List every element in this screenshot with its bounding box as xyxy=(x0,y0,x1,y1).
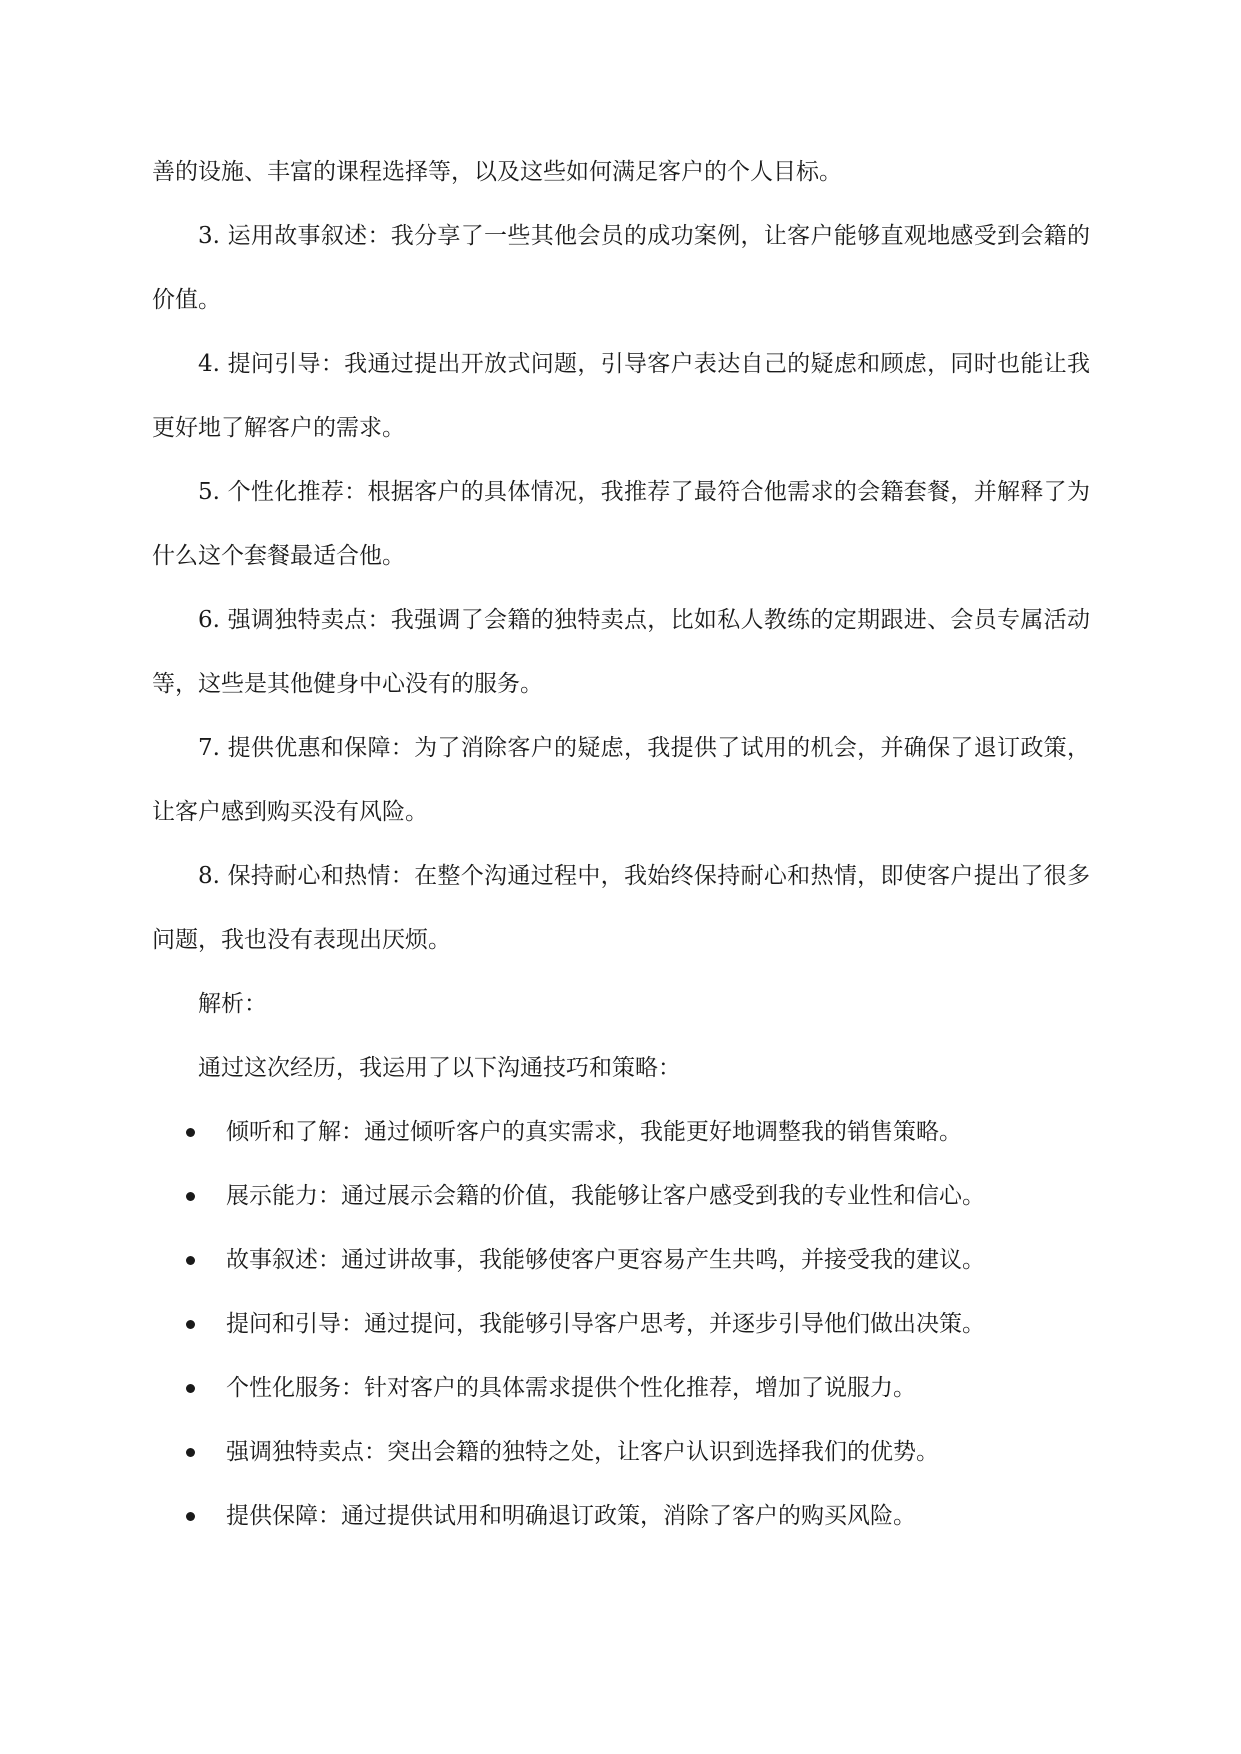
bullet-icon xyxy=(186,1512,195,1521)
bullet-list xyxy=(152,1100,1090,1548)
bullet-icon xyxy=(186,1320,195,1329)
analysis-heading: 解析： xyxy=(198,991,267,1017)
paragraph-item-6: 6. 强调独特卖点：我强调了会籍的独特卖点，比如私人教练的定期跟进、会员专属活动等，这些是其他健身中心没有的服务。 xyxy=(152,607,1090,697)
bullet-text: 提供保障：通过提供试用和明确退订政策，消除了客户的购买风险。 xyxy=(226,1503,916,1529)
bullet-icon xyxy=(186,1256,195,1265)
bullet-item xyxy=(152,1292,1090,1356)
bullet-icon xyxy=(186,1384,195,1393)
bullet-text: 展示能力：通过展示会籍的价值，我能够让客户感受到我的专业性和信心。 xyxy=(226,1183,985,1209)
bullet-item xyxy=(152,1100,1090,1164)
analysis-intro: 通过这次经历，我运用了以下沟通技巧和策略： xyxy=(198,1055,681,1081)
bullet-icon xyxy=(186,1192,195,1201)
paragraph-item-3: 3. 运用故事叙述：我分享了一些其他会员的成功案例，让客户能够直观地感受到会籍的价值。 xyxy=(152,223,1090,313)
document-body xyxy=(152,140,1090,1548)
paragraph-item-4: 4. 提问引导：我通过提出开放式问题，引导客户表达自己的疑虑和顾虑，同时也能让我更好地了解客户的需求。 xyxy=(152,351,1090,441)
bullet-icon xyxy=(186,1128,195,1137)
paragraph-item-5: 5. 个性化推荐：根据客户的具体情况，我推荐了最符合他需求的会籍套餐，并解释了为什么这个套餐最适合他。 xyxy=(152,479,1090,569)
bullet-item xyxy=(152,1356,1090,1420)
paragraph-continuation: 善的设施、丰富的课程选择等，以及这些如何满足客户的个人目标。 xyxy=(152,159,842,185)
bullet-item xyxy=(152,1164,1090,1228)
bullet-text: 提问和引导：通过提问，我能够引导客户思考，并逐步引导他们做出决策。 xyxy=(226,1311,985,1337)
bullet-text: 强调独特卖点：突出会籍的独特之处，让客户认识到选择我们的优势。 xyxy=(226,1439,939,1465)
bullet-icon xyxy=(186,1448,195,1457)
bullet-item xyxy=(152,1484,1090,1548)
bullet-text: 个性化服务：针对客户的具体需求提供个性化推荐，增加了说服力。 xyxy=(226,1375,916,1401)
bullet-text: 故事叙述：通过讲故事，我能够使客户更容易产生共鸣，并接受我的建议。 xyxy=(226,1247,985,1273)
paragraph-item-8: 8. 保持耐心和热情：在整个沟通过程中，我始终保持耐心和热情，即使客户提出了很多问题，我也没有表现出厌烦。 xyxy=(152,863,1090,953)
bullet-item xyxy=(152,1420,1090,1484)
bullet-text: 倾听和了解：通过倾听客户的真实需求，我能更好地调整我的销售策略。 xyxy=(226,1119,962,1145)
paragraph-item-7: 7. 提供优惠和保障：为了消除客户的疑虑，我提供了试用的机会，并确保了退订政策，让客户感到购买没有风险。 xyxy=(152,735,1090,825)
bullet-item xyxy=(152,1228,1090,1292)
